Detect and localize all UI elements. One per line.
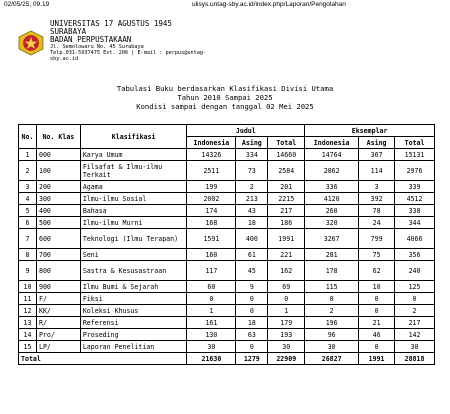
row-eksemplar-indonesia: 0 [305, 293, 359, 305]
row-klas: KK/ [36, 305, 80, 317]
total-judul-indonesia: 21630 [187, 353, 236, 365]
row-klasifikasi: Laporan Penelitian [80, 341, 187, 353]
row-judul-total: 186 [268, 217, 305, 229]
institution-address: Jl. Semolowaru No. 45 Surabaya [50, 44, 144, 50]
row-klasifikasi: Agama [80, 181, 187, 193]
row-klas: 100 [36, 161, 80, 181]
institution-unit: BADAN PERPUSTAKAAN [50, 35, 132, 44]
row-judul-total: 217 [268, 205, 305, 217]
row-judul-asing: 73 [236, 161, 268, 181]
table-row [19, 293, 435, 305]
row-klas: 000 [36, 149, 80, 161]
table-row [19, 261, 435, 281]
row-no: 13 [19, 317, 37, 329]
row-eksemplar-total: 0 [395, 293, 435, 305]
table-row [19, 181, 435, 193]
row-eksemplar-indonesia: 2 [305, 305, 359, 317]
row-judul-indonesia: 117 [187, 261, 236, 281]
row-judul-asing: 400 [236, 229, 268, 249]
row-eksemplar-total: 4066 [395, 229, 435, 249]
row-judul-total: 179 [268, 317, 305, 329]
table-row [19, 249, 435, 261]
row-judul-total: 201 [268, 181, 305, 193]
institution-city: SURABAYA [50, 27, 87, 36]
table-row [19, 329, 435, 341]
report-years: Tahun 2010 Sampai 2025 [177, 93, 273, 102]
row-eksemplar-asing: 0 [359, 341, 395, 353]
row-no: 8 [19, 249, 37, 261]
row-eksemplar-total: 2976 [395, 161, 435, 181]
report-titles [0, 84, 450, 111]
row-no: 2 [19, 161, 37, 181]
row-eksemplar-indonesia: 96 [305, 329, 359, 341]
row-eksemplar-indonesia: 196 [305, 317, 359, 329]
institution-block [50, 20, 206, 62]
row-judul-indonesia: 161 [187, 317, 236, 329]
row-judul-asing: 9 [236, 281, 268, 293]
row-judul-indonesia: 60 [187, 281, 236, 293]
row-eksemplar-indonesia: 3267 [305, 229, 359, 249]
header-klasifikasi: Klasifikasi [80, 125, 187, 149]
header-judul: Judul [187, 125, 305, 137]
row-klasifikasi: Ilmu-ilmu Sosial [80, 193, 187, 205]
row-eksemplar-indonesia: 14764 [305, 149, 359, 161]
row-klasifikasi: Teknologi (Ilmu Terapan) [80, 229, 187, 249]
row-judul-indonesia: 1591 [187, 229, 236, 249]
row-no: 14 [19, 329, 37, 341]
row-klas: 200 [36, 181, 80, 193]
header-eksemplar-asing: Asing [359, 137, 395, 149]
row-eksemplar-indonesia: 281 [305, 249, 359, 261]
row-judul-asing: 2 [236, 181, 268, 193]
row-judul-total: 1 [268, 305, 305, 317]
row-eksemplar-total: 142 [395, 329, 435, 341]
row-judul-asing: 18 [236, 317, 268, 329]
header-no-klas: No. Klas [36, 125, 80, 149]
total-judul-asing: 1279 [236, 353, 268, 365]
row-judul-indonesia: 174 [187, 205, 236, 217]
institution-contact-1: Telp.031-5937475 Ext. 206 | E-mail : perpus@untag- [50, 50, 207, 56]
row-judul-indonesia: 199 [187, 181, 236, 193]
row-klasifikasi: Bahasa [80, 205, 187, 217]
row-eksemplar-asing: 10 [359, 281, 395, 293]
row-eksemplar-indonesia: 320 [305, 217, 359, 229]
row-judul-asing: 18 [236, 217, 268, 229]
row-klasifikasi: Referensi [80, 317, 187, 329]
row-eksemplar-asing: 75 [359, 249, 395, 261]
row-klas: 900 [36, 281, 80, 293]
row-judul-asing: 45 [236, 261, 268, 281]
table-row [19, 341, 435, 353]
row-judul-asing: 334 [236, 149, 268, 161]
row-eksemplar-asing: 799 [359, 229, 395, 249]
row-no: 15 [19, 341, 37, 353]
row-no: 11 [19, 293, 37, 305]
row-eksemplar-total: 4512 [395, 193, 435, 205]
total-label: Total [19, 353, 187, 365]
row-eksemplar-asing: 62 [359, 261, 395, 281]
row-eksemplar-asing: 0 [359, 305, 395, 317]
table-row [19, 229, 435, 249]
row-eksemplar-asing: 114 [359, 161, 395, 181]
row-klas: 400 [36, 205, 80, 217]
row-klasifikasi: Koleksi Khusus [80, 305, 187, 317]
row-klasifikasi: Fiksi [80, 293, 187, 305]
row-eksemplar-total: 2 [395, 305, 435, 317]
row-judul-total: 193 [268, 329, 305, 341]
row-judul-indonesia: 0 [187, 293, 236, 305]
table-row [19, 161, 435, 181]
row-klas: F/ [36, 293, 80, 305]
print-header [4, 1, 446, 11]
row-eksemplar-total: 339 [395, 181, 435, 193]
row-eksemplar-total: 344 [395, 217, 435, 229]
row-eksemplar-total: 240 [395, 261, 435, 281]
print-timestamp: 02/05/25, 09.19 [4, 1, 50, 8]
row-judul-indonesia: 1 [187, 305, 236, 317]
row-judul-indonesia: 130 [187, 329, 236, 341]
row-eksemplar-total: 356 [395, 249, 435, 261]
row-eksemplar-asing: 3 [359, 181, 395, 193]
header-eksemplar: Eksemplar [305, 125, 435, 137]
row-judul-asing: 61 [236, 249, 268, 261]
row-klas: 500 [36, 217, 80, 229]
institution-name: UNIVERSITAS 17 AGUSTUS 1945 [50, 19, 172, 28]
header-judul-indonesia: Indonesia [187, 137, 236, 149]
row-klasifikasi: Filsafat & Ilmu-ilmu Terkait [80, 161, 187, 181]
header-eksemplar-indonesia: Indonesia [305, 137, 359, 149]
row-eksemplar-indonesia: 30 [305, 341, 359, 353]
table-row [19, 305, 435, 317]
row-eksemplar-total: 15131 [395, 149, 435, 161]
row-klas: 800 [36, 261, 80, 281]
header-no: No. [19, 125, 37, 149]
row-judul-total: 2215 [268, 193, 305, 205]
row-judul-indonesia: 160 [187, 249, 236, 261]
row-eksemplar-asing: 367 [359, 149, 395, 161]
row-klas: Pro/ [36, 329, 80, 341]
total-eksemplar-total: 28818 [395, 353, 435, 365]
report-condition: Kondisi sampai dengan tanggal 02 Mei 2025 [136, 102, 314, 111]
row-no: 7 [19, 229, 37, 249]
row-no: 5 [19, 205, 37, 217]
total-eksemplar-indonesia: 26827 [305, 353, 359, 365]
row-eksemplar-indonesia: 178 [305, 261, 359, 281]
row-judul-total: 1991 [268, 229, 305, 249]
row-judul-total: 69 [268, 281, 305, 293]
row-klasifikasi: Seni [80, 249, 187, 261]
row-klas: R/ [36, 317, 80, 329]
row-judul-asing: 63 [236, 329, 268, 341]
row-judul-total: 221 [268, 249, 305, 261]
row-eksemplar-indonesia: 260 [305, 205, 359, 217]
table-row [19, 317, 435, 329]
row-no: 9 [19, 261, 37, 281]
row-judul-asing: 0 [236, 341, 268, 353]
row-judul-indonesia: 168 [187, 217, 236, 229]
row-judul-indonesia: 2002 [187, 193, 236, 205]
university-crest-logo [18, 30, 44, 56]
row-klas: LP/ [36, 341, 80, 353]
row-eksemplar-indonesia: 2862 [305, 161, 359, 181]
row-eksemplar-indonesia: 115 [305, 281, 359, 293]
row-klasifikasi: Karya Umum [80, 149, 187, 161]
row-klas: 600 [36, 229, 80, 249]
row-judul-asing: 43 [236, 205, 268, 217]
print-url: ulisys.untag-sby.ac.id/index.php/Laporan/Pengolahan [192, 1, 346, 8]
row-eksemplar-asing: 46 [359, 329, 395, 341]
row-eksemplar-asing: 0 [359, 293, 395, 305]
row-klasifikasi: Ilmu Bumi & Sejarah [80, 281, 187, 293]
row-no: 12 [19, 305, 37, 317]
row-eksemplar-total: 30 [395, 341, 435, 353]
row-eksemplar-indonesia: 336 [305, 181, 359, 193]
row-no: 4 [19, 193, 37, 205]
row-judul-indonesia: 2511 [187, 161, 236, 181]
row-judul-asing: 213 [236, 193, 268, 205]
row-eksemplar-asing: 78 [359, 205, 395, 217]
table-row [19, 217, 435, 229]
row-judul-total: 162 [268, 261, 305, 281]
header-judul-total: Total [268, 137, 305, 149]
row-no: 6 [19, 217, 37, 229]
row-eksemplar-asing: 21 [359, 317, 395, 329]
row-judul-total: 30 [268, 341, 305, 353]
row-eksemplar-indonesia: 4120 [305, 193, 359, 205]
row-klas: 300 [36, 193, 80, 205]
row-judul-total: 2584 [268, 161, 305, 181]
header-judul-asing: Asing [236, 137, 268, 149]
row-judul-total: 0 [268, 293, 305, 305]
row-klasifikasi: Proseding [80, 329, 187, 341]
row-judul-asing: 0 [236, 293, 268, 305]
institution-contact-2: sby.ac.id [50, 56, 79, 62]
table-row [19, 193, 435, 205]
classification-table [18, 124, 435, 365]
table-row [19, 149, 435, 161]
total-judul-total: 22909 [268, 353, 305, 365]
row-judul-asing: 0 [236, 305, 268, 317]
row-eksemplar-total: 125 [395, 281, 435, 293]
table-row [19, 281, 435, 293]
row-eksemplar-total: 217 [395, 317, 435, 329]
row-klas: 700 [36, 249, 80, 261]
row-no: 3 [19, 181, 37, 193]
row-no: 1 [19, 149, 37, 161]
row-judul-total: 14660 [268, 149, 305, 161]
report-title: Tabulasi Buku berdasarkan Klasifikasi Divisi Utama [116, 84, 334, 93]
row-no: 10 [19, 281, 37, 293]
row-judul-indonesia: 14326 [187, 149, 236, 161]
header-eksemplar-total: Total [395, 137, 435, 149]
row-judul-indonesia: 30 [187, 341, 236, 353]
row-eksemplar-asing: 24 [359, 217, 395, 229]
total-eksemplar-asing: 1991 [359, 353, 395, 365]
table-row [19, 205, 435, 217]
row-klasifikasi: Ilmu-ilmu Murni [80, 217, 187, 229]
row-eksemplar-total: 338 [395, 205, 435, 217]
row-klasifikasi: Sastra & Kesusastraan [80, 261, 187, 281]
total-row [19, 353, 435, 365]
row-eksemplar-asing: 392 [359, 193, 395, 205]
